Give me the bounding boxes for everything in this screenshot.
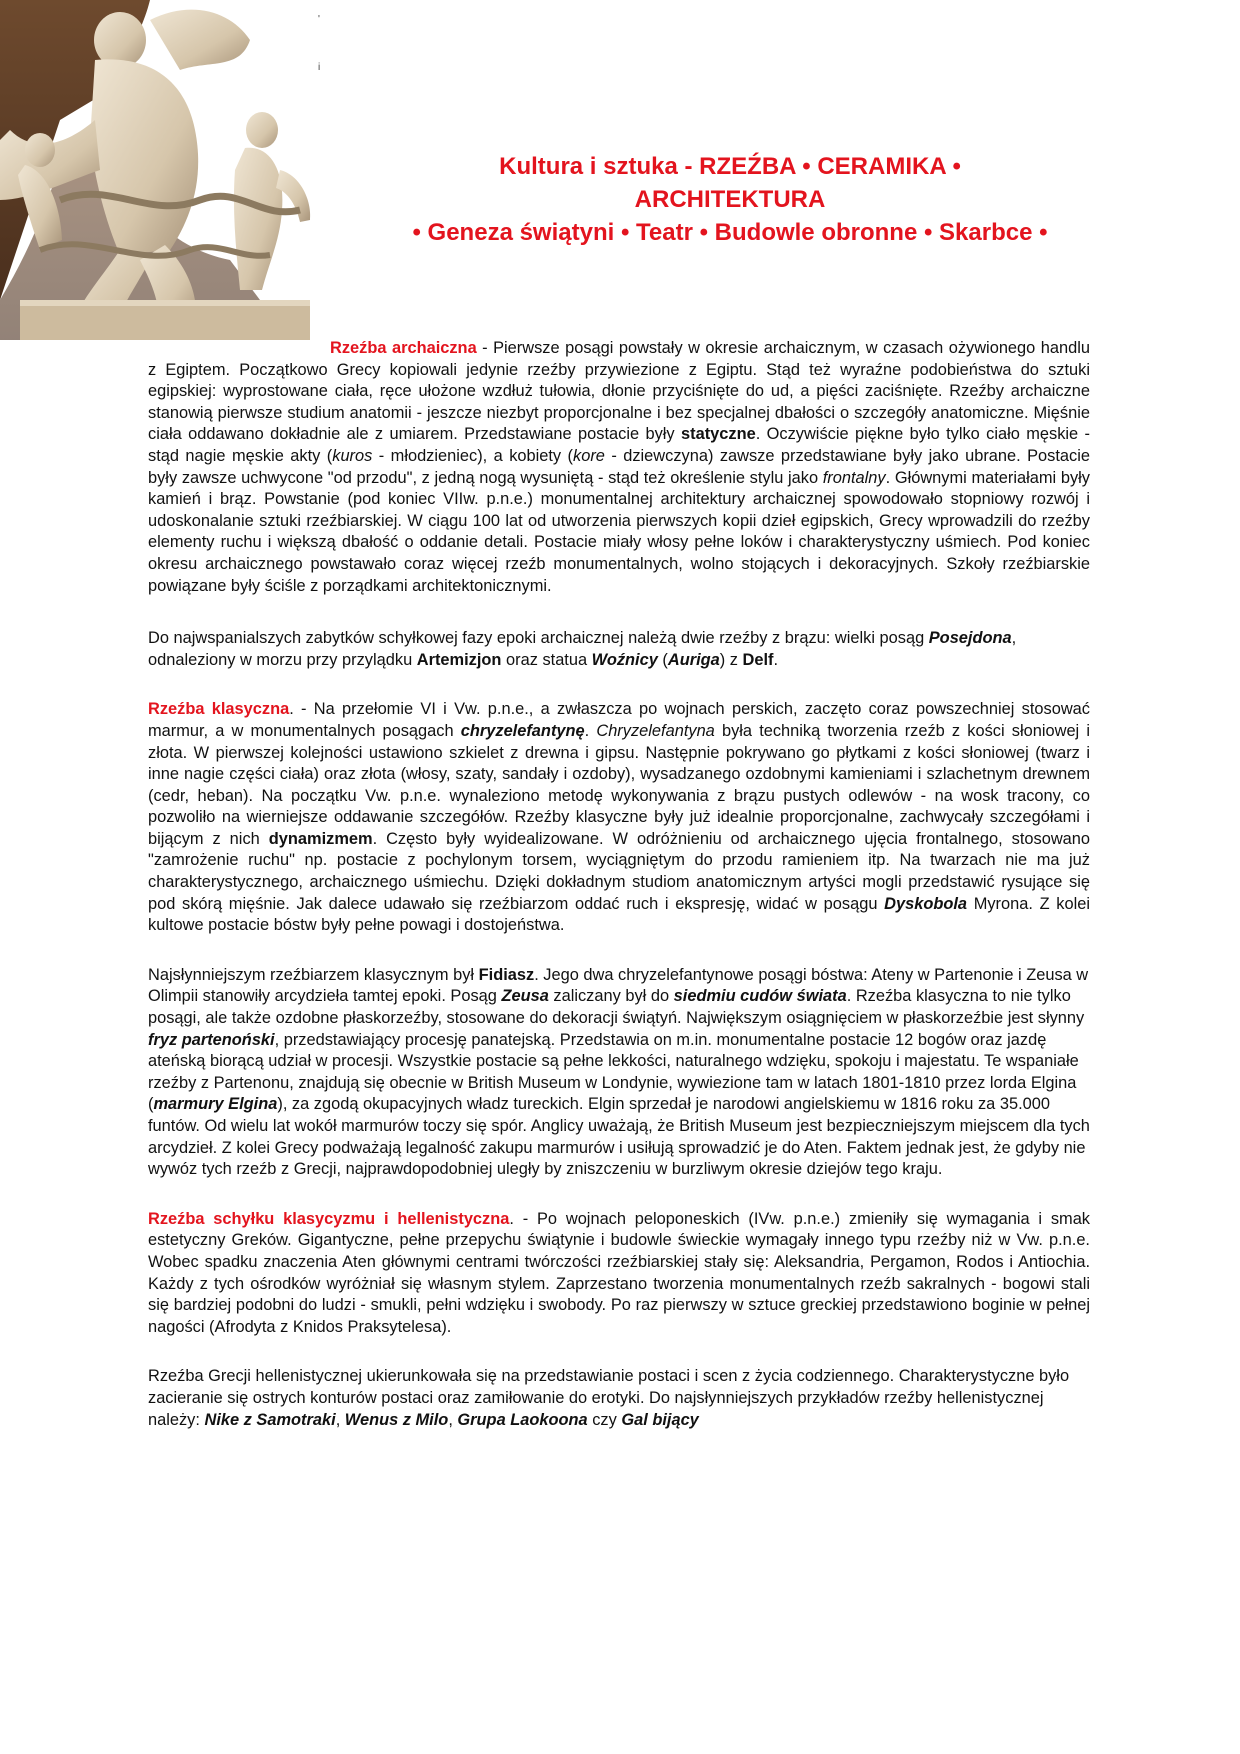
paragraph-hellenistic: Rzeźba schyłku klasycyzmu i hellenistyczna. - Po wojnach peloponeskich (IVw. p.n.e.) zmieniły się wymagania i smak estetyczny Greków. Gigantyczne, pełne przepychu świątynie i budowle świeckie wymagały innego typu rzeźby niż w Vw. p.n.e. Wobec spadku znaczenia Aten głównymi centrami twórczości rzeźbiarskiej stały się: Aleksandria, Pergamon, Rodos i Antiochia. Każdy z tych ośrodków wyróżniał się własnym stylem. Zaprzestano tworzenia monumentalnych rzeźb sakralnych - bogowi stali się bardziej podobni do ludzi - smukli, pełni wdzięku i swobody. Po raz pierwszy w sztuce greckiej przedstawiono boginie w pełnej nagości (Afrodyta z Knidos Praksytelesa). <box>148 1209 1090 1336</box>
article-body <box>148 338 1090 1431</box>
paragraph-archaic-bronzes: Do najwspanialszych zabytków schyłkowej fazy epoki archaicznej należą dwie rzeźby z brązu: wielki posąg Posejdona, odnaleziony w morzu przy przylądku Artemizjon oraz statua Woźnicy (Auriga) z Delf. <box>148 629 1017 669</box>
laocoon-sculpture-image <box>0 0 321 340</box>
title-line-3: • Geneza świątyni • Teatr • Budowle obronne • Skarbce • <box>412 219 1048 246</box>
paragraph-hellenistic-examples: Rzeźba Grecji hellenistycznej ukierunkowała się na przedstawianie postaci i scen z życia codziennego. Charakterystyczne było zacieranie się ostrych konturów postaci oraz zamiłowanie do erotyki. Do najsłynniejszych przykładów rzeźby hellenistycznej należy: Nike z Samotraki, Wenus z Milo, Grupa Laokoona czy Gal bijący <box>148 1367 1070 1429</box>
section-heading-archaic: Rzeźba archaiczna <box>330 339 477 357</box>
title-line-2: ARCHITEKTURA <box>634 186 826 213</box>
section-heading-classical: Rzeźba klasyczna <box>148 700 290 719</box>
paragraph-archaic: Rzeźba archaiczna - Pierwsze posągi powstały w okresie archaicznym, w czasach ożywionego handlu z Egiptem. Początkowo Grecy kopiowali jedynie rzeźby przywiezione z Egiptu. Stąd też wyraźne podobieństwa do sztuki egipskiej: wyprostowane ciała, ręce ułożone wzdłuż tułowia, dłonie przyciśnięte do ud, a pięści zaciśnięte. Rzeźby archaiczne stanowią pierwsze studium anatomii - jeszcze niezbyt proporcjonalne i bez specjalnej dbałości o szczegóły anatomiczne. Mięśnie ciała oddawano dokładnie ale z umiarem. Przedstawiane postacie były statyczne. Oczywiście piękne było tylko ciało męskie - stąd nagie męskie akty (kuros - młodzieniec), a kobiety (kore - dziewczyna) zawsze przedstawiane były jako ubrane. Postacie były zawsze uchwycone "od przodu", z jedną nogą wysuniętą - stąd też określenie stylu jako frontalny. Głównymi materiałami były kamień i brąz. Powstanie (pod koniec VIIw. p.n.e.) monumentalnej architektury archaicznej spowodowało stopniowy rozwój i udoskonalanie sztuki rzeźbiarskiej. W ciągu 100 lat od utworzenia pierwszych kopii dzieł egipskich, Grecy wprowadzili do rzeźby elementy ruchu i większą dbałość o oddanie detali. Postacie miały włosy pełne loków i charakterystyczny uśmiech. Pod koniec okresu archaicznego powstawało coraz więcej rzeźb monumentalnych, wolno stojących i dekoracyjnych. Szkoły rzeźbiarskie powiązane były ściśle z porządkami architektonicznymi. <box>148 339 1091 595</box>
section-heading-hellenistic: Rzeźba schyłku klasycyzmu i hellenistyczna <box>148 1209 510 1228</box>
stray-mark: i <box>318 62 321 73</box>
paragraph-fidias: Najsłynniejszym rzeźbiarzem klasycznym był Fidiasz. Jego dwa chryzelefantynowe posągi bóstwa: Ateny w Partenonie i Zeusa w Olimpii stanowiły arcydzieła tamtej epoki. Posąg Zeusa zaliczany był do siedmiu cudów świata. Rzeźba klasyczna to nie tylko posągi, ale także ozdobne płaskorzeźby, stosowane do dekoracji świątyń. Największym osiągnięciem w płaskorzeźbie jest słynny fryz partenoński, przedstawiający procesję panatejską. Przedstawia on m.in. monumentalne postacie 12 bogów oraz jazdę ateńską biorącą udział w procesji. Wszystkie postacie są pełne lekkości, naturalnego wdzięku, spokoju i majestatu. Te wspaniałe rzeźby z Partenonu, znajdują się obecnie w British Museum w Londynie, wywiezione tam w latach 1801-1810 przez lorda Elgina (marmury Elgina), za zgodą okupacyjnych władz tureckich. Elgin sprzedał je narodowi angielskiemu w 1816 roku za 35.000 funtów. Od wielu lat wokół marmurów toczy się spór. Anglicy uważają, że British Museum jest bezpieczniejszym miejscem dla tych arcydzieł. Z kolei Grecy podważają legalność zakupu marmurów i usiłują sprowadzić je do Aten. Faktem jednak jest, że gdyby nie wywóz tych rzeźb z Grecji, najprawdopodobniej uległy by zniszczeniu w burzliwym okresie dziejów tego kraju. <box>148 965 1090 1179</box>
paragraph-classical: Rzeźba klasyczna. - Na przełomie VI i Vw. p.n.e., a zwłaszcza po wojnach perskich, zaczęto coraz powszechniej stosować marmur, a w monumentalnych posągach chryzelefantynę. Chryzelefantyna była techniką tworzenia rzeźb z kości słoniowej i złota. W pierwszej kolejności ustawiono szkielet z drewna i gipsu. Następnie pokrywano go płytkami z kości słoniowej (twarz i inne nagie części ciała) oraz złota (włosy, szaty, sandały i ozdoby), wysadzanego ozdobnymi kamieniami i szlachetnym drewnem (cedr, heban). Na początku Vw. p.n.e. wynaleziono metodę wykonywania z brązu pustych odlewów - na wosk tracony, co pozwoliło na wierniejsze oddawanie szczegółów. Rzeźby klasyczne były już idealnie proporcjonalne, zachwycały szczegółami i bijącym z nich dynamizmem. Często były wyidealizowane. W odróżnieniu od archaicznego ujęcia frontalnego, stosowano "zamrożenie ruchu" np. postacie z pochylonym torsem, wyciągniętym do przodu ramieniem itp. Na twarzach nie ma już charakterystycznego, archaicznego uśmiechu. Dzięki dokładnym studiom anatomicznym artyści mogli przedstawić rysujące się pod skórą mięśnie. Jak dalece udawało się rzeźbiarzom oddać ruch i ekspresję, widać w posągu Dyskobola Myrona. Z kolei kultowe postacie bóstw były pełne powagi i dostojeństwa. <box>148 700 1091 935</box>
page-title <box>320 150 1140 249</box>
stray-mark: ' <box>318 14 320 25</box>
title-line-1: Kultura i sztuka - RZEŹBA • CERAMIKA • <box>499 153 961 180</box>
